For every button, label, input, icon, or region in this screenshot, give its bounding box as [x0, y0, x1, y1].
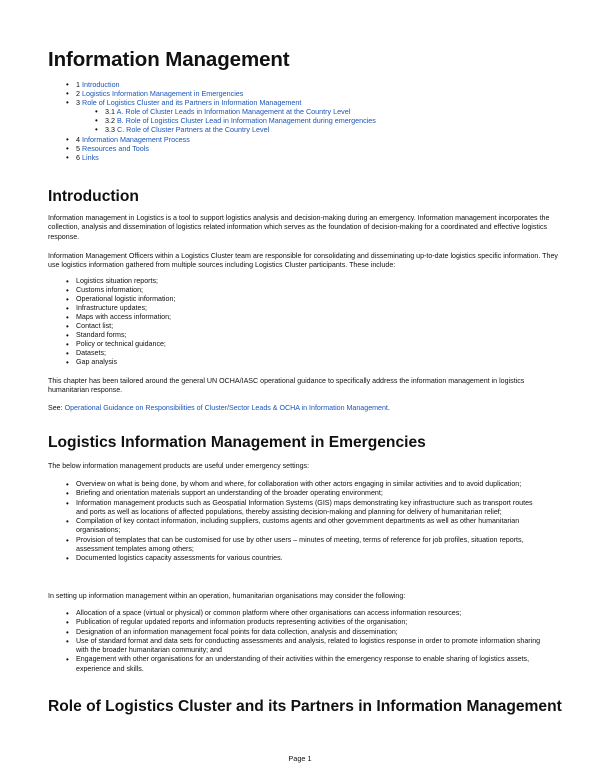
- intro-list: [76, 277, 175, 367]
- toc-item[interactable]: • 1 Introduction: [76, 80, 376, 89]
- list-item: • Datasets;: [76, 349, 175, 358]
- list-item: • Overview on what is being done, by whom and where, for collaboration with other actors engaging in similar activities and to avoid duplication;: [76, 480, 541, 489]
- list-item: • Gap analysis: [76, 358, 175, 367]
- operational-guidance-link[interactable]: Operational Guidance on Responsibilities of Cluster/Sector Leads & OCHA in Information Management: [64, 404, 388, 412]
- toc-item[interactable]: • 2 Logistics Information Management in Emergencies: [76, 89, 376, 98]
- toc-subitem[interactable]: • 3.1 A. Role of Cluster Leads in Information Management at the Country Level: [105, 107, 376, 116]
- list-item: • Use of standard format and data sets for conducting assessments and analysis, related to logistics response in order to promote information sharing with the broader humanitarian community; and: [76, 637, 541, 656]
- section-heading-role: Role of Logistics Cluster and its Partners in Information Management: [48, 698, 562, 715]
- list-item: • Logistics situation reports;: [76, 277, 175, 286]
- list-item: • Policy or technical guidance;: [76, 340, 175, 349]
- table-of-contents: [76, 80, 376, 162]
- intro-paragraph: Information Management Officers within a Logistics Cluster team are responsible for consolidating and disseminating up-to-date logistics specific information. They use logistics information gathered from multiple sources including Logistics Cluster participants. These include:: [48, 252, 558, 270]
- toc-subitem[interactable]: • 3.3 C. Role of Cluster Partners at the Country Level: [105, 125, 376, 134]
- toc-item[interactable]: • 6 Links: [76, 153, 376, 162]
- intro-paragraph: Information management in Logistics is a tool to support logistics analysis and decision-making during an emergency. Information management incorporates the collection, analysis and dissemination of logistics related information which serves as the foundation of decision-making for a coordinated and effective logistics response.: [48, 214, 550, 241]
- list-item: • Engagement with other organisations for an understanding of their activities within the emergency response to enable sharing of logistics assets, experience and skills.: [76, 655, 541, 674]
- list-item: • Operational logistic information;: [76, 295, 175, 304]
- list-item: • Provision of templates that can be customised for use by other users – minutes of meeting, terms of reference for job profiles, situation reports, assessment templates among others;: [76, 536, 541, 555]
- toc-item[interactable]: • 4 Information Management Process: [76, 135, 376, 144]
- list-item: • Allocation of a space (virtual or physical) or common platform where other organisations can access information resources;: [76, 609, 541, 618]
- emergencies-products-list: [76, 480, 541, 564]
- emergencies-paragraph: The below information management products are useful under emergency settings:: [48, 462, 310, 470]
- list-item: • Compilation of key contact information, including suppliers, customs agents and other government departments as well as other humanitarian organisations;: [76, 517, 541, 536]
- emergencies-paragraph: In setting up information management within an operation, humanitarian organisations may consider the following:: [48, 592, 406, 600]
- toc-item[interactable]: • 3 Role of Logistics Cluster and its Partners in Information Management • 3.1 A. Role of Cluster Leads in Information Management at the Country Level • 3.2 B. Role of Logistics Cluster Lead in Information Management during emergencies • 3.3 C. Role of Cluster Partners at the Country Level: [76, 98, 376, 134]
- list-item: • Information management products such as Geospatial Information Systems (GIS) maps demonstrating key infrastructure such as transport routes and ports as well as locations of affected populations, thereby assisting decision-making and planning for delivery of humanitarian relief;: [76, 499, 541, 518]
- section-heading-introduction: Introduction: [48, 188, 139, 205]
- list-item: • Maps with access information;: [76, 313, 175, 322]
- see-also: See: Operational Guidance on Responsibilities of Cluster/Sector Leads & OCHA in Information Management.: [48, 404, 390, 412]
- intro-paragraph: This chapter has been tailored around the general UN OCHA/IASC operational guidance to specifically address the information management in logistics humanitarian response.: [48, 377, 525, 395]
- section-heading-emergencies: Logistics Information Management in Emergencies: [48, 434, 426, 451]
- list-item: • Publication of regular updated reports and information products representing activities of the organisation;: [76, 618, 541, 627]
- toc-item[interactable]: • 5 Resources and Tools: [76, 144, 376, 153]
- list-item: • Standard forms;: [76, 331, 175, 340]
- toc-subitem[interactable]: • 3.2 B. Role of Logistics Cluster Lead in Information Management during emergencies: [105, 116, 376, 125]
- page-number: Page 1: [288, 754, 312, 763]
- list-item: • Customs information;: [76, 286, 175, 295]
- emergencies-considerations-list: [76, 609, 541, 674]
- page-title: Information Management: [48, 48, 290, 71]
- list-item: • Infrastructure updates;: [76, 304, 175, 313]
- list-item: • Briefing and orientation materials support an understanding of the broader operating environment;: [76, 489, 541, 498]
- list-item: • Contact list;: [76, 322, 175, 331]
- list-item: • Designation of an information management focal points for data collection, analysis and dissemination;: [76, 628, 541, 637]
- list-item: • Documented logistics capacity assessments for various countries.: [76, 554, 541, 563]
